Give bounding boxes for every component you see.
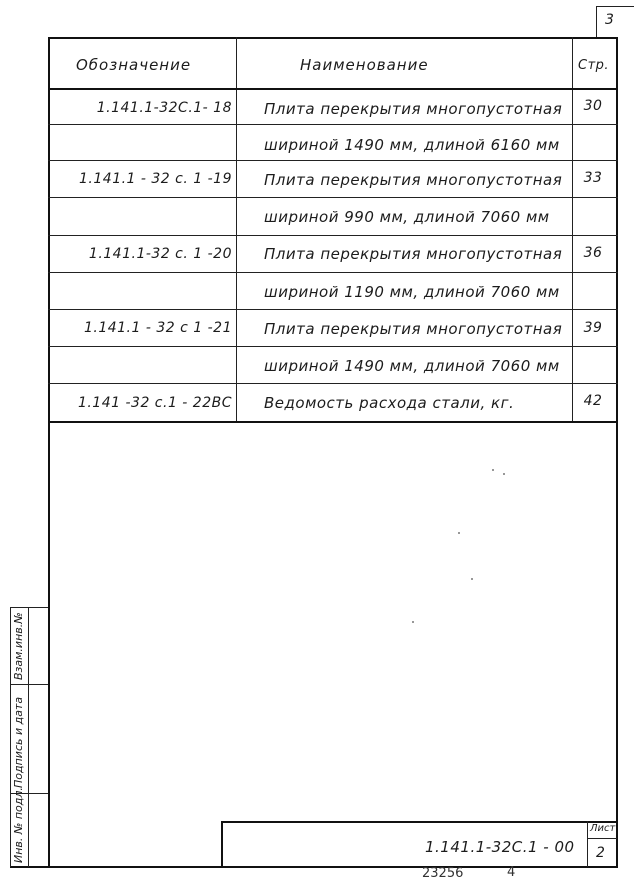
header-bottom-line xyxy=(48,88,618,90)
title-block-sheet-label: Лист xyxy=(590,823,616,834)
row-line xyxy=(48,309,618,310)
column-divider-1 xyxy=(236,37,237,422)
scan-dot xyxy=(492,469,494,471)
row-name-line2: шириной 990 мм, длиной 7060 мм xyxy=(264,208,550,226)
row-name-line2: шириной 1490 мм, длиной 6160 мм xyxy=(264,136,560,154)
row-code: 1.141 -32 с.1 - 22ВС xyxy=(77,395,232,411)
title-block-left xyxy=(221,821,223,867)
sheet-number-box-top xyxy=(596,6,634,7)
column-divider-2 xyxy=(572,37,573,422)
row-name-line2: шириной 1490 мм, длиной 7060 мм xyxy=(264,357,560,375)
row-line xyxy=(48,160,618,161)
side-stamp-inner xyxy=(28,607,29,867)
row-line xyxy=(48,124,618,125)
row-code: 1.141.1-32С.1- 18 xyxy=(96,100,232,116)
row-code: 1.141.1 - 32 с 1 -21 xyxy=(83,320,232,336)
title-block-top xyxy=(221,821,618,823)
row-page: 39 xyxy=(583,320,603,336)
scan-dot xyxy=(412,621,414,623)
sheet-number: 3 xyxy=(605,12,614,28)
frame-right xyxy=(616,37,618,867)
row-page: 30 xyxy=(583,98,603,114)
title-block-sheet-value: 2 xyxy=(596,845,605,861)
table-bottom-line xyxy=(48,421,618,423)
title-block-sheet-label-line xyxy=(587,838,617,839)
row-page: 36 xyxy=(583,245,603,261)
header-name: Наименование xyxy=(300,56,429,74)
side-stamp-inv-no: Инв. № подл. xyxy=(12,787,25,863)
row-line xyxy=(48,197,618,198)
row-name-line1: Плита перекрытия многопустотная xyxy=(264,320,563,338)
title-block-document-code: 1.141.1-32С.1 - 00 xyxy=(425,838,575,856)
scan-dot xyxy=(503,473,505,475)
side-stamp-signature-date: Подпись и дата xyxy=(12,696,25,788)
row-name-line1: Ведомость расхода стали, кг. xyxy=(264,394,515,412)
side-stamp-divider xyxy=(10,684,48,685)
bottom-sheet-mark: 4 xyxy=(507,865,516,880)
side-stamp-top xyxy=(10,607,48,608)
row-name-line1: Плита перекрытия многопустотная xyxy=(264,100,563,118)
bottom-number: 23256 xyxy=(422,866,464,881)
side-stamp-replace-inv: Взам.инв.№ xyxy=(12,612,25,680)
scan-dot xyxy=(471,578,473,580)
row-name-line1: Плита перекрытия многопустотная xyxy=(264,245,563,263)
row-line xyxy=(48,346,618,347)
title-block-sheet-divider xyxy=(587,821,588,867)
row-page: 42 xyxy=(583,393,603,409)
row-name-line1: Плита перекрытия многопустотная xyxy=(264,171,563,189)
frame-left xyxy=(48,37,50,867)
row-line xyxy=(48,383,618,384)
frame-bottom xyxy=(10,866,618,868)
row-line xyxy=(48,235,618,236)
row-code: 1.141.1 - 32 с. 1 -19 xyxy=(79,171,232,187)
row-name-line2: шириной 1190 мм, длиной 7060 мм xyxy=(264,283,560,301)
sheet-number-box-left xyxy=(596,6,597,38)
row-page: 33 xyxy=(583,170,603,186)
header-page: Стр. xyxy=(578,58,610,73)
frame-top xyxy=(48,37,618,39)
side-stamp-left xyxy=(10,607,11,867)
header-designation: Обозначение xyxy=(76,56,192,74)
scan-dot xyxy=(458,532,460,534)
row-code: 1.141.1-32 с. 1 -20 xyxy=(88,246,232,262)
row-line xyxy=(48,272,618,273)
